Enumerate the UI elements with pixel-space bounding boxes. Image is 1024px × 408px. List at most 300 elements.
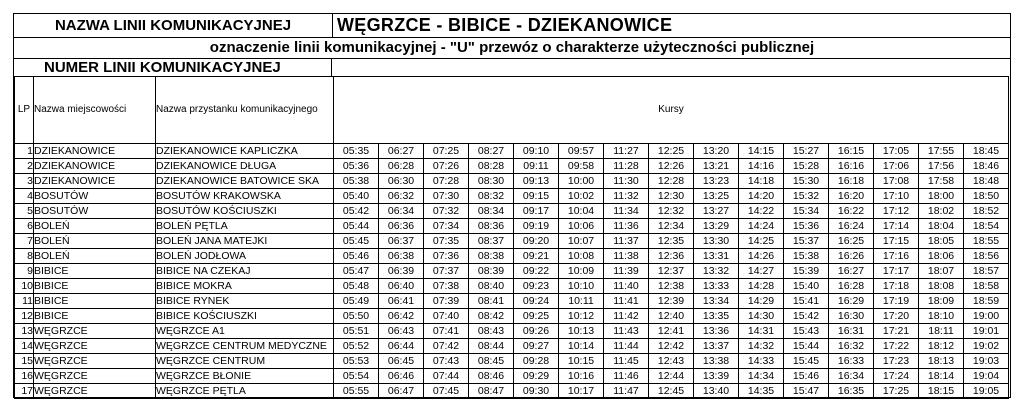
departure-time: 15:32 <box>784 189 829 204</box>
departure-time: 05:38 <box>334 174 379 189</box>
departure-time: 17:05 <box>874 144 919 159</box>
departure-time: 08:41 <box>469 294 514 309</box>
row-town: DZIEKANOWICE <box>34 174 156 189</box>
departure-time: 07:44 <box>424 369 469 384</box>
departure-time: 17:19 <box>874 294 919 309</box>
departure-time: 19:05 <box>964 384 1009 399</box>
departure-time: 18:45 <box>964 144 1009 159</box>
departure-time: 16:33 <box>829 354 874 369</box>
departure-time: 16:25 <box>829 234 874 249</box>
departure-time: 17:20 <box>874 309 919 324</box>
departure-time: 09:22 <box>514 264 559 279</box>
departure-time: 13:34 <box>694 294 739 309</box>
departure-time: 11:30 <box>604 174 649 189</box>
table-row <box>15 234 1009 249</box>
departure-time: 09:57 <box>559 144 604 159</box>
departure-time: 10:15 <box>559 354 604 369</box>
row-stop: BOLEŃ JODŁOWA <box>156 249 334 264</box>
departure-time: 11:37 <box>604 234 649 249</box>
departure-time: 09:20 <box>514 234 559 249</box>
departure-time: 18:14 <box>919 369 964 384</box>
departure-time: 11:32 <box>604 189 649 204</box>
departure-time: 05:54 <box>334 369 379 384</box>
departure-time: 13:32 <box>694 264 739 279</box>
departure-time: 11:45 <box>604 354 649 369</box>
row-town: WĘGRZCE <box>34 369 156 384</box>
departure-time: 05:53 <box>334 354 379 369</box>
row-lp: 11 <box>15 294 34 309</box>
departure-time: 17:25 <box>874 384 919 399</box>
departure-time: 10:06 <box>559 219 604 234</box>
departure-time: 09:58 <box>559 159 604 174</box>
departure-time: 06:46 <box>379 369 424 384</box>
departure-time: 08:39 <box>469 264 514 279</box>
row-lp: 1 <box>15 144 34 159</box>
departure-time: 09:29 <box>514 369 559 384</box>
departure-time: 14:31 <box>739 324 784 339</box>
row-town: WĘGRZCE <box>34 384 156 399</box>
departure-time: 15:47 <box>784 384 829 399</box>
departure-time: 14:18 <box>739 174 784 189</box>
departure-time: 10:07 <box>559 234 604 249</box>
departure-time: 14:29 <box>739 294 784 309</box>
departure-time: 05:52 <box>334 339 379 354</box>
row-lp: 16 <box>15 369 34 384</box>
departure-time: 18:15 <box>919 384 964 399</box>
row-town: DZIEKANOWICE <box>34 159 156 174</box>
departure-time: 17:58 <box>919 174 964 189</box>
table-row <box>15 309 1009 324</box>
departure-time: 16:22 <box>829 204 874 219</box>
departure-time: 16:34 <box>829 369 874 384</box>
departure-time: 14:15 <box>739 144 784 159</box>
departure-time: 14:27 <box>739 264 784 279</box>
departure-time: 16:27 <box>829 264 874 279</box>
row-stop: WĘGRZCE CENTRUM <box>156 354 334 369</box>
departure-time: 16:16 <box>829 159 874 174</box>
departure-time: 11:44 <box>604 339 649 354</box>
departure-time: 07:39 <box>424 294 469 309</box>
departure-time: 12:42 <box>649 339 694 354</box>
departure-time: 11:38 <box>604 249 649 264</box>
departure-time: 18:04 <box>919 219 964 234</box>
table-row <box>15 159 1009 174</box>
departure-time: 18:54 <box>964 219 1009 234</box>
departure-time: 16:32 <box>829 339 874 354</box>
departure-time: 05:44 <box>334 219 379 234</box>
departure-time: 07:35 <box>424 234 469 249</box>
departure-time: 18:56 <box>964 249 1009 264</box>
departure-time: 09:21 <box>514 249 559 264</box>
row-town: BOLEŃ <box>34 249 156 264</box>
departure-time: 17:55 <box>919 144 964 159</box>
departure-time: 19:04 <box>964 369 1009 384</box>
departure-time: 18:02 <box>919 204 964 219</box>
row-town: BOSUTÓW <box>34 204 156 219</box>
departure-time: 08:46 <box>469 369 514 384</box>
departure-time: 05:36 <box>334 159 379 174</box>
row-lp: 17 <box>15 384 34 399</box>
col-stop-header: Nazwa przystanku komunikacyjnego <box>156 77 334 144</box>
departure-time: 09:13 <box>514 174 559 189</box>
departure-time: 15:40 <box>784 279 829 294</box>
departure-time: 19:03 <box>964 354 1009 369</box>
departure-time: 08:45 <box>469 354 514 369</box>
departure-time: 11:42 <box>604 309 649 324</box>
row-lp: 12 <box>15 309 34 324</box>
departure-time: 12:41 <box>649 324 694 339</box>
departure-time: 06:44 <box>379 339 424 354</box>
departure-time: 15:30 <box>784 174 829 189</box>
row-town: BIBICE <box>34 264 156 279</box>
departure-time: 05:49 <box>334 294 379 309</box>
departure-time: 08:32 <box>469 189 514 204</box>
departure-time: 14:34 <box>739 369 784 384</box>
departure-time: 05:50 <box>334 309 379 324</box>
departure-time: 18:10 <box>919 309 964 324</box>
departure-time: 18:57 <box>964 264 1009 279</box>
departure-time: 16:29 <box>829 294 874 309</box>
departure-time: 18:50 <box>964 189 1009 204</box>
departure-time: 08:28 <box>469 159 514 174</box>
departure-time: 09:15 <box>514 189 559 204</box>
departure-time: 14:22 <box>739 204 784 219</box>
departure-time: 09:26 <box>514 324 559 339</box>
row-stop: BIBICE NA CZEKAJ <box>156 264 334 279</box>
departure-time: 10:14 <box>559 339 604 354</box>
departure-time: 06:43 <box>379 324 424 339</box>
departure-time: 15:28 <box>784 159 829 174</box>
departure-time: 16:31 <box>829 324 874 339</box>
departure-time: 07:38 <box>424 279 469 294</box>
line-number-label: NUMER LINII KOMUNIKACYJNEJ <box>14 59 332 76</box>
departure-time: 09:30 <box>514 384 559 399</box>
departure-time: 13:39 <box>694 369 739 384</box>
row-stop: DZIEKANOWICE DŁUGA <box>156 159 334 174</box>
departure-time: 11:28 <box>604 159 649 174</box>
departure-time: 18:06 <box>919 249 964 264</box>
departure-time: 06:28 <box>379 159 424 174</box>
departure-time: 09:10 <box>514 144 559 159</box>
departure-time: 16:30 <box>829 309 874 324</box>
row-stop: BOLEŃ PĘTLA <box>156 219 334 234</box>
column-header-row <box>15 77 1009 144</box>
departure-time: 13:38 <box>694 354 739 369</box>
departure-time: 15:45 <box>784 354 829 369</box>
departure-time: 18:58 <box>964 279 1009 294</box>
departure-time: 18:11 <box>919 324 964 339</box>
departure-time: 12:39 <box>649 294 694 309</box>
departure-time: 08:30 <box>469 174 514 189</box>
col-town-header: Nazwa miejscowości <box>34 77 156 144</box>
departure-time: 11:27 <box>604 144 649 159</box>
departure-time: 08:44 <box>469 339 514 354</box>
departure-time: 13:40 <box>694 384 739 399</box>
departure-time: 09:28 <box>514 354 559 369</box>
row-stop: DZIEKANOWICE BATOWICE SKA <box>156 174 334 189</box>
line-designation: oznaczenie linii komunikacyjnej - "U" przewóz o charakterze użyteczności publicznej <box>14 38 1010 59</box>
departure-time: 13:29 <box>694 219 739 234</box>
departure-time: 05:42 <box>334 204 379 219</box>
row-town: DZIEKANOWICE <box>34 144 156 159</box>
departure-time: 11:43 <box>604 324 649 339</box>
row-town: BIBICE <box>34 294 156 309</box>
departure-time: 14:30 <box>739 309 784 324</box>
departure-time: 15:34 <box>784 204 829 219</box>
departure-time: 11:39 <box>604 264 649 279</box>
departure-time: 17:17 <box>874 264 919 279</box>
departure-time: 18:52 <box>964 204 1009 219</box>
departure-time: 09:17 <box>514 204 559 219</box>
departure-time: 10:12 <box>559 309 604 324</box>
table-row <box>15 189 1009 204</box>
departure-time: 10:04 <box>559 204 604 219</box>
departure-time: 15:27 <box>784 144 829 159</box>
departure-time: 11:47 <box>604 384 649 399</box>
departure-time: 19:01 <box>964 324 1009 339</box>
departure-time: 10:17 <box>559 384 604 399</box>
departure-time: 10:08 <box>559 249 604 264</box>
departure-time: 06:41 <box>379 294 424 309</box>
departure-time: 05:51 <box>334 324 379 339</box>
departure-time: 06:45 <box>379 354 424 369</box>
departure-time: 08:37 <box>469 234 514 249</box>
departure-time: 14:35 <box>739 384 784 399</box>
departure-time: 13:31 <box>694 249 739 264</box>
departure-time: 17:16 <box>874 249 919 264</box>
row-lp: 14 <box>15 339 34 354</box>
departure-time: 07:34 <box>424 219 469 234</box>
departure-time: 17:08 <box>874 174 919 189</box>
departure-time: 12:40 <box>649 309 694 324</box>
departure-time: 13:36 <box>694 324 739 339</box>
departure-time: 18:12 <box>919 339 964 354</box>
row-town: BOLEŃ <box>34 234 156 249</box>
row-stop: WĘGRZCE BŁONIE <box>156 369 334 384</box>
departure-time: 13:25 <box>694 189 739 204</box>
row-lp: 3 <box>15 174 34 189</box>
departure-time: 15:38 <box>784 249 829 264</box>
row-stop: BIBICE KOŚCIUSZKI <box>156 309 334 324</box>
departure-time: 06:27 <box>379 144 424 159</box>
departure-time: 09:19 <box>514 219 559 234</box>
departure-time: 17:12 <box>874 204 919 219</box>
departure-time: 05:40 <box>334 189 379 204</box>
departure-time: 15:44 <box>784 339 829 354</box>
departure-time: 10:02 <box>559 189 604 204</box>
table-row <box>15 249 1009 264</box>
departure-time: 12:45 <box>649 384 694 399</box>
departure-time: 08:40 <box>469 279 514 294</box>
departure-time: 07:30 <box>424 189 469 204</box>
departure-time: 18:08 <box>919 279 964 294</box>
timetable-body <box>15 77 1009 399</box>
departure-time: 12:26 <box>649 159 694 174</box>
departure-time: 17:23 <box>874 354 919 369</box>
departure-time: 09:11 <box>514 159 559 174</box>
departure-time: 15:36 <box>784 219 829 234</box>
departure-time: 12:28 <box>649 174 694 189</box>
departure-time: 18:07 <box>919 264 964 279</box>
departure-time: 12:43 <box>649 354 694 369</box>
departure-time: 07:26 <box>424 159 469 174</box>
departure-time: 09:25 <box>514 309 559 324</box>
row-lp: 9 <box>15 264 34 279</box>
departure-time: 14:20 <box>739 189 784 204</box>
departure-time: 18:09 <box>919 294 964 309</box>
row-lp: 6 <box>15 219 34 234</box>
departure-time: 17:15 <box>874 234 919 249</box>
row-stop: BIBICE RYNEK <box>156 294 334 309</box>
departure-time: 11:36 <box>604 219 649 234</box>
departure-time: 15:43 <box>784 324 829 339</box>
departure-time: 10:10 <box>559 279 604 294</box>
departure-time: 11:46 <box>604 369 649 384</box>
table-row <box>15 294 1009 309</box>
departure-time: 08:38 <box>469 249 514 264</box>
departure-time: 07:41 <box>424 324 469 339</box>
departure-time: 05:55 <box>334 384 379 399</box>
departure-time: 07:45 <box>424 384 469 399</box>
departure-time: 16:26 <box>829 249 874 264</box>
row-lp: 4 <box>15 189 34 204</box>
row-lp: 7 <box>15 234 34 249</box>
departure-time: 18:48 <box>964 174 1009 189</box>
row-stop: BIBICE MOKRA <box>156 279 334 294</box>
departure-time: 17:18 <box>874 279 919 294</box>
row-town: BIBICE <box>34 279 156 294</box>
departure-time: 16:15 <box>829 144 874 159</box>
departure-time: 14:24 <box>739 219 784 234</box>
departure-time: 13:35 <box>694 309 739 324</box>
departure-time: 12:44 <box>649 369 694 384</box>
row-lp: 15 <box>15 354 34 369</box>
table-row <box>15 264 1009 279</box>
departure-time: 11:40 <box>604 279 649 294</box>
departure-time: 14:16 <box>739 159 784 174</box>
row-town: BIBICE <box>34 309 156 324</box>
departure-time: 14:33 <box>739 354 784 369</box>
departure-time: 07:40 <box>424 309 469 324</box>
departure-time: 09:27 <box>514 339 559 354</box>
row-town: WĘGRZCE <box>34 324 156 339</box>
departure-time: 15:41 <box>784 294 829 309</box>
departure-time: 18:59 <box>964 294 1009 309</box>
departure-time: 08:42 <box>469 309 514 324</box>
departure-time: 12:25 <box>649 144 694 159</box>
col-lp-header: LP <box>15 77 34 144</box>
departure-time: 14:26 <box>739 249 784 264</box>
departure-time: 13:30 <box>694 234 739 249</box>
departure-time: 05:48 <box>334 279 379 294</box>
departure-time: 08:43 <box>469 324 514 339</box>
departure-time: 12:30 <box>649 189 694 204</box>
departure-time: 12:37 <box>649 264 694 279</box>
departure-time: 10:00 <box>559 174 604 189</box>
line-name-row <box>14 14 1010 38</box>
departure-time: 12:34 <box>649 219 694 234</box>
table-row <box>15 354 1009 369</box>
departure-time: 16:35 <box>829 384 874 399</box>
row-lp: 10 <box>15 279 34 294</box>
departure-time: 06:47 <box>379 384 424 399</box>
departure-time: 14:25 <box>739 234 784 249</box>
departure-time: 12:36 <box>649 249 694 264</box>
departure-time: 15:37 <box>784 234 829 249</box>
col-kursy-header: Kursy <box>334 77 1009 144</box>
timetable-grid <box>14 76 1009 399</box>
departure-time: 13:20 <box>694 144 739 159</box>
departure-time: 08:27 <box>469 144 514 159</box>
departure-time: 06:30 <box>379 174 424 189</box>
departure-time: 07:37 <box>424 264 469 279</box>
departure-time: 16:20 <box>829 189 874 204</box>
table-row <box>15 369 1009 384</box>
departure-time: 05:47 <box>334 264 379 279</box>
departure-time: 06:42 <box>379 309 424 324</box>
departure-time: 06:40 <box>379 279 424 294</box>
departure-time: 15:42 <box>784 309 829 324</box>
departure-time: 06:38 <box>379 249 424 264</box>
row-stop: DZIEKANOWICE KAPLICZKA <box>156 144 334 159</box>
row-stop: WĘGRZCE A1 <box>156 324 334 339</box>
departure-time: 14:32 <box>739 339 784 354</box>
departure-time: 17:10 <box>874 189 919 204</box>
departure-time: 17:24 <box>874 369 919 384</box>
departure-time: 13:23 <box>694 174 739 189</box>
departure-time: 08:47 <box>469 384 514 399</box>
departure-time: 16:18 <box>829 174 874 189</box>
departure-time: 07:28 <box>424 174 469 189</box>
departure-time: 19:00 <box>964 309 1009 324</box>
departure-time: 18:05 <box>919 234 964 249</box>
departure-time: 07:25 <box>424 144 469 159</box>
line-name-label: NAZWA LINII KOMUNIKACYJNEJ <box>14 14 333 37</box>
departure-time: 06:34 <box>379 204 424 219</box>
departure-time: 11:41 <box>604 294 649 309</box>
departure-time: 15:46 <box>784 369 829 384</box>
departure-time: 09:24 <box>514 294 559 309</box>
departure-time: 10:16 <box>559 369 604 384</box>
table-row <box>15 384 1009 399</box>
table-row <box>15 144 1009 159</box>
departure-time: 16:28 <box>829 279 874 294</box>
departure-time: 17:21 <box>874 324 919 339</box>
departure-time: 08:34 <box>469 204 514 219</box>
departure-time: 17:56 <box>919 159 964 174</box>
departure-time: 15:39 <box>784 264 829 279</box>
departure-time: 18:55 <box>964 234 1009 249</box>
departure-time: 18:46 <box>964 159 1009 174</box>
departure-time: 17:22 <box>874 339 919 354</box>
row-lp: 13 <box>15 324 34 339</box>
timetable-sheet <box>13 13 1011 398</box>
row-stop: BOLEŃ JANA MATEJKI <box>156 234 334 249</box>
row-stop: BOSUTÓW KRAKOWSKA <box>156 189 334 204</box>
departure-time: 18:13 <box>919 354 964 369</box>
table-row <box>15 219 1009 234</box>
row-town: BOSUTÓW <box>34 189 156 204</box>
departure-time: 06:39 <box>379 264 424 279</box>
departure-time: 07:36 <box>424 249 469 264</box>
departure-time: 07:43 <box>424 354 469 369</box>
row-town: WĘGRZCE <box>34 339 156 354</box>
departure-time: 06:32 <box>379 189 424 204</box>
departure-time: 16:24 <box>829 219 874 234</box>
departure-time: 13:21 <box>694 159 739 174</box>
departure-time: 05:46 <box>334 249 379 264</box>
departure-time: 07:42 <box>424 339 469 354</box>
